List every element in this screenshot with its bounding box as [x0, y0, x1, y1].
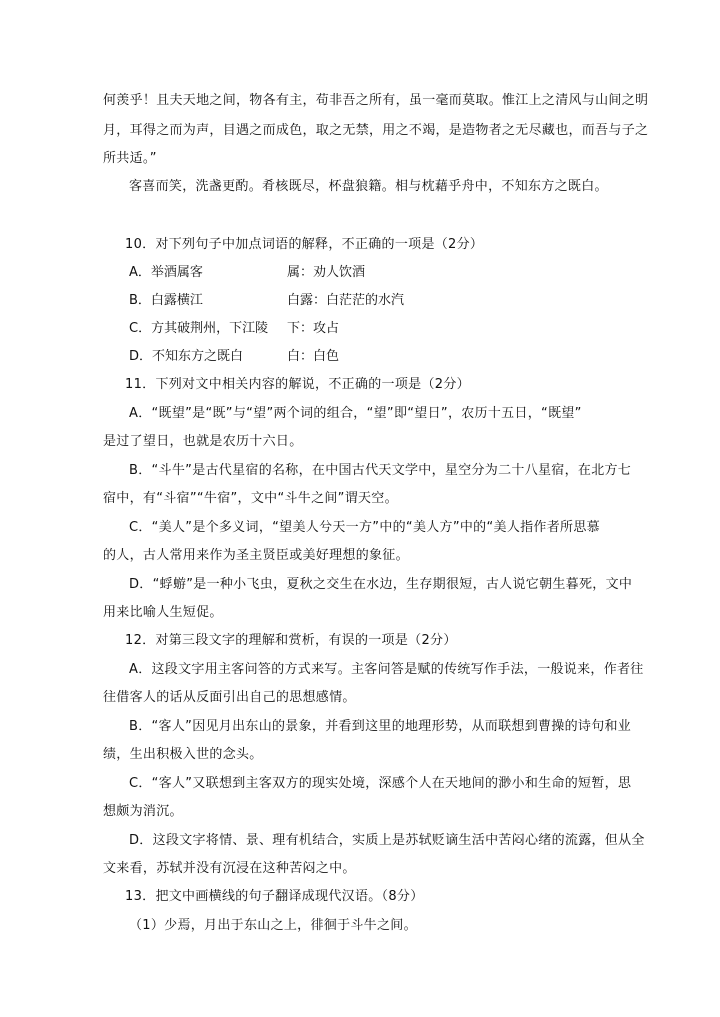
q10-option-d-label: D．不知东方之既白	[129, 349, 244, 364]
q10-option-c-label: C．方其破荆州，下江陵	[129, 321, 269, 336]
q12-option-d-line-1: D．这段文字将情、景、理有机结合，实质上是苏轼贬谪生活中苦闷心绪的流露，但从全	[129, 833, 645, 848]
q12-option-b-line-2: 绩，生出积极入世的念头。	[103, 747, 263, 762]
q10-option-a-gloss: 属：劝人饮酒	[287, 265, 366, 280]
q11-option-d-line-1: D．“蜉蝣”是一种小飞虫，夏秋之交生在水边，生存期很短，古人说它朝生暮死，文中	[129, 577, 633, 592]
passage-line-2: 月，耳得之而为声，目遇之而成色，取之无禁，用之不竭，是造物者之无尽藏也，而吾与子之	[103, 123, 649, 138]
passage-line-3: 所共适。”	[103, 151, 157, 166]
q11-option-b-line-1: B．“斗牛”是古代星宿的名称，在中国古代天文学中，星空分为二十八星宿，在北方七	[129, 463, 632, 478]
q11-option-b-line-2: 宿中，有“斗宿”“牛宿”，文中“斗牛之间”谓天空。	[103, 491, 398, 506]
q12-option-a-line-1: A．这段文字用主客问答的方式来写。主客问答是赋的传统写作手法，一般说来，作者往	[129, 662, 644, 677]
q12-option-b-line-1: B．“客人”因见月出东山的景象，并看到这里的地理形势，从而联想到曹操的诗句和业	[129, 719, 632, 734]
passage-line-4: 客喜而笑，洗盏更酌。肴核既尽，杯盘狼籍。相与枕藉乎舟中，不知东方之既白。	[129, 179, 608, 194]
q12-option-a-line-2: 往借客人的话从反面引出自己的思想感情。	[103, 690, 356, 705]
q10-option-d-gloss: 白：白色	[287, 349, 340, 364]
q11-stem: 11．下列对文中相关内容的解说，不正确的一项是（2分）	[125, 377, 470, 392]
q10-option-c-gloss: 下：攻占	[287, 321, 340, 336]
q12-option-c-line-1: C．“客人”又联想到主客双方的现实处境，深感个人在天地间的渺小和生命的短暂，思	[129, 776, 632, 791]
q11-option-c-line-2: 的人，古人常用来作为圣主贤臣或美好理想的象征。	[103, 548, 409, 563]
q10-option-a-label: A．举酒属客	[129, 265, 203, 280]
q13-stem: 13．把文中画横线的句子翻译成现代汉语。（8分）	[125, 889, 424, 904]
passage-line-1: 何羡乎！且夫天地之间，物各有主，苟非吾之所有，虽一毫而莫取。惟江上之清风与山间之明	[103, 93, 649, 108]
q10-option-b-label: B．白露横江	[129, 293, 203, 308]
q12-option-c-line-2: 想颇为消沉。	[103, 804, 183, 819]
q11-option-a-line-2: 是过了望日，也就是农历十六日。	[103, 434, 303, 449]
q11-option-d-line-2: 用来比喻人生短促。	[103, 605, 223, 620]
q11-option-c-line-1: C．“美人”是个多义词，“望美人兮天一方”中的“美人方”中的“美人指作者所思慕	[129, 520, 600, 535]
q13-sentence-1: （1）少焉，月出于东山之上，徘徊于斗牛之间。	[129, 918, 417, 933]
q11-option-a-line-1: A．“既望”是“既”与“望”两个词的组合，“望”即“望日”，农历十五日，“既望”	[129, 406, 582, 421]
q10-option-b-gloss: 白露：白茫茫的水汽	[287, 293, 405, 308]
q10-stem: 10．对下列句子中加点词语的解释，不正确的一项是（2分）	[125, 237, 484, 252]
q12-option-d-line-2: 文来看，苏轼并没有沉浸在这种苦闷之中。	[103, 861, 356, 876]
q12-stem: 12．对第三段文字的理解和赏析，有误的一项是（2分）	[125, 633, 457, 648]
